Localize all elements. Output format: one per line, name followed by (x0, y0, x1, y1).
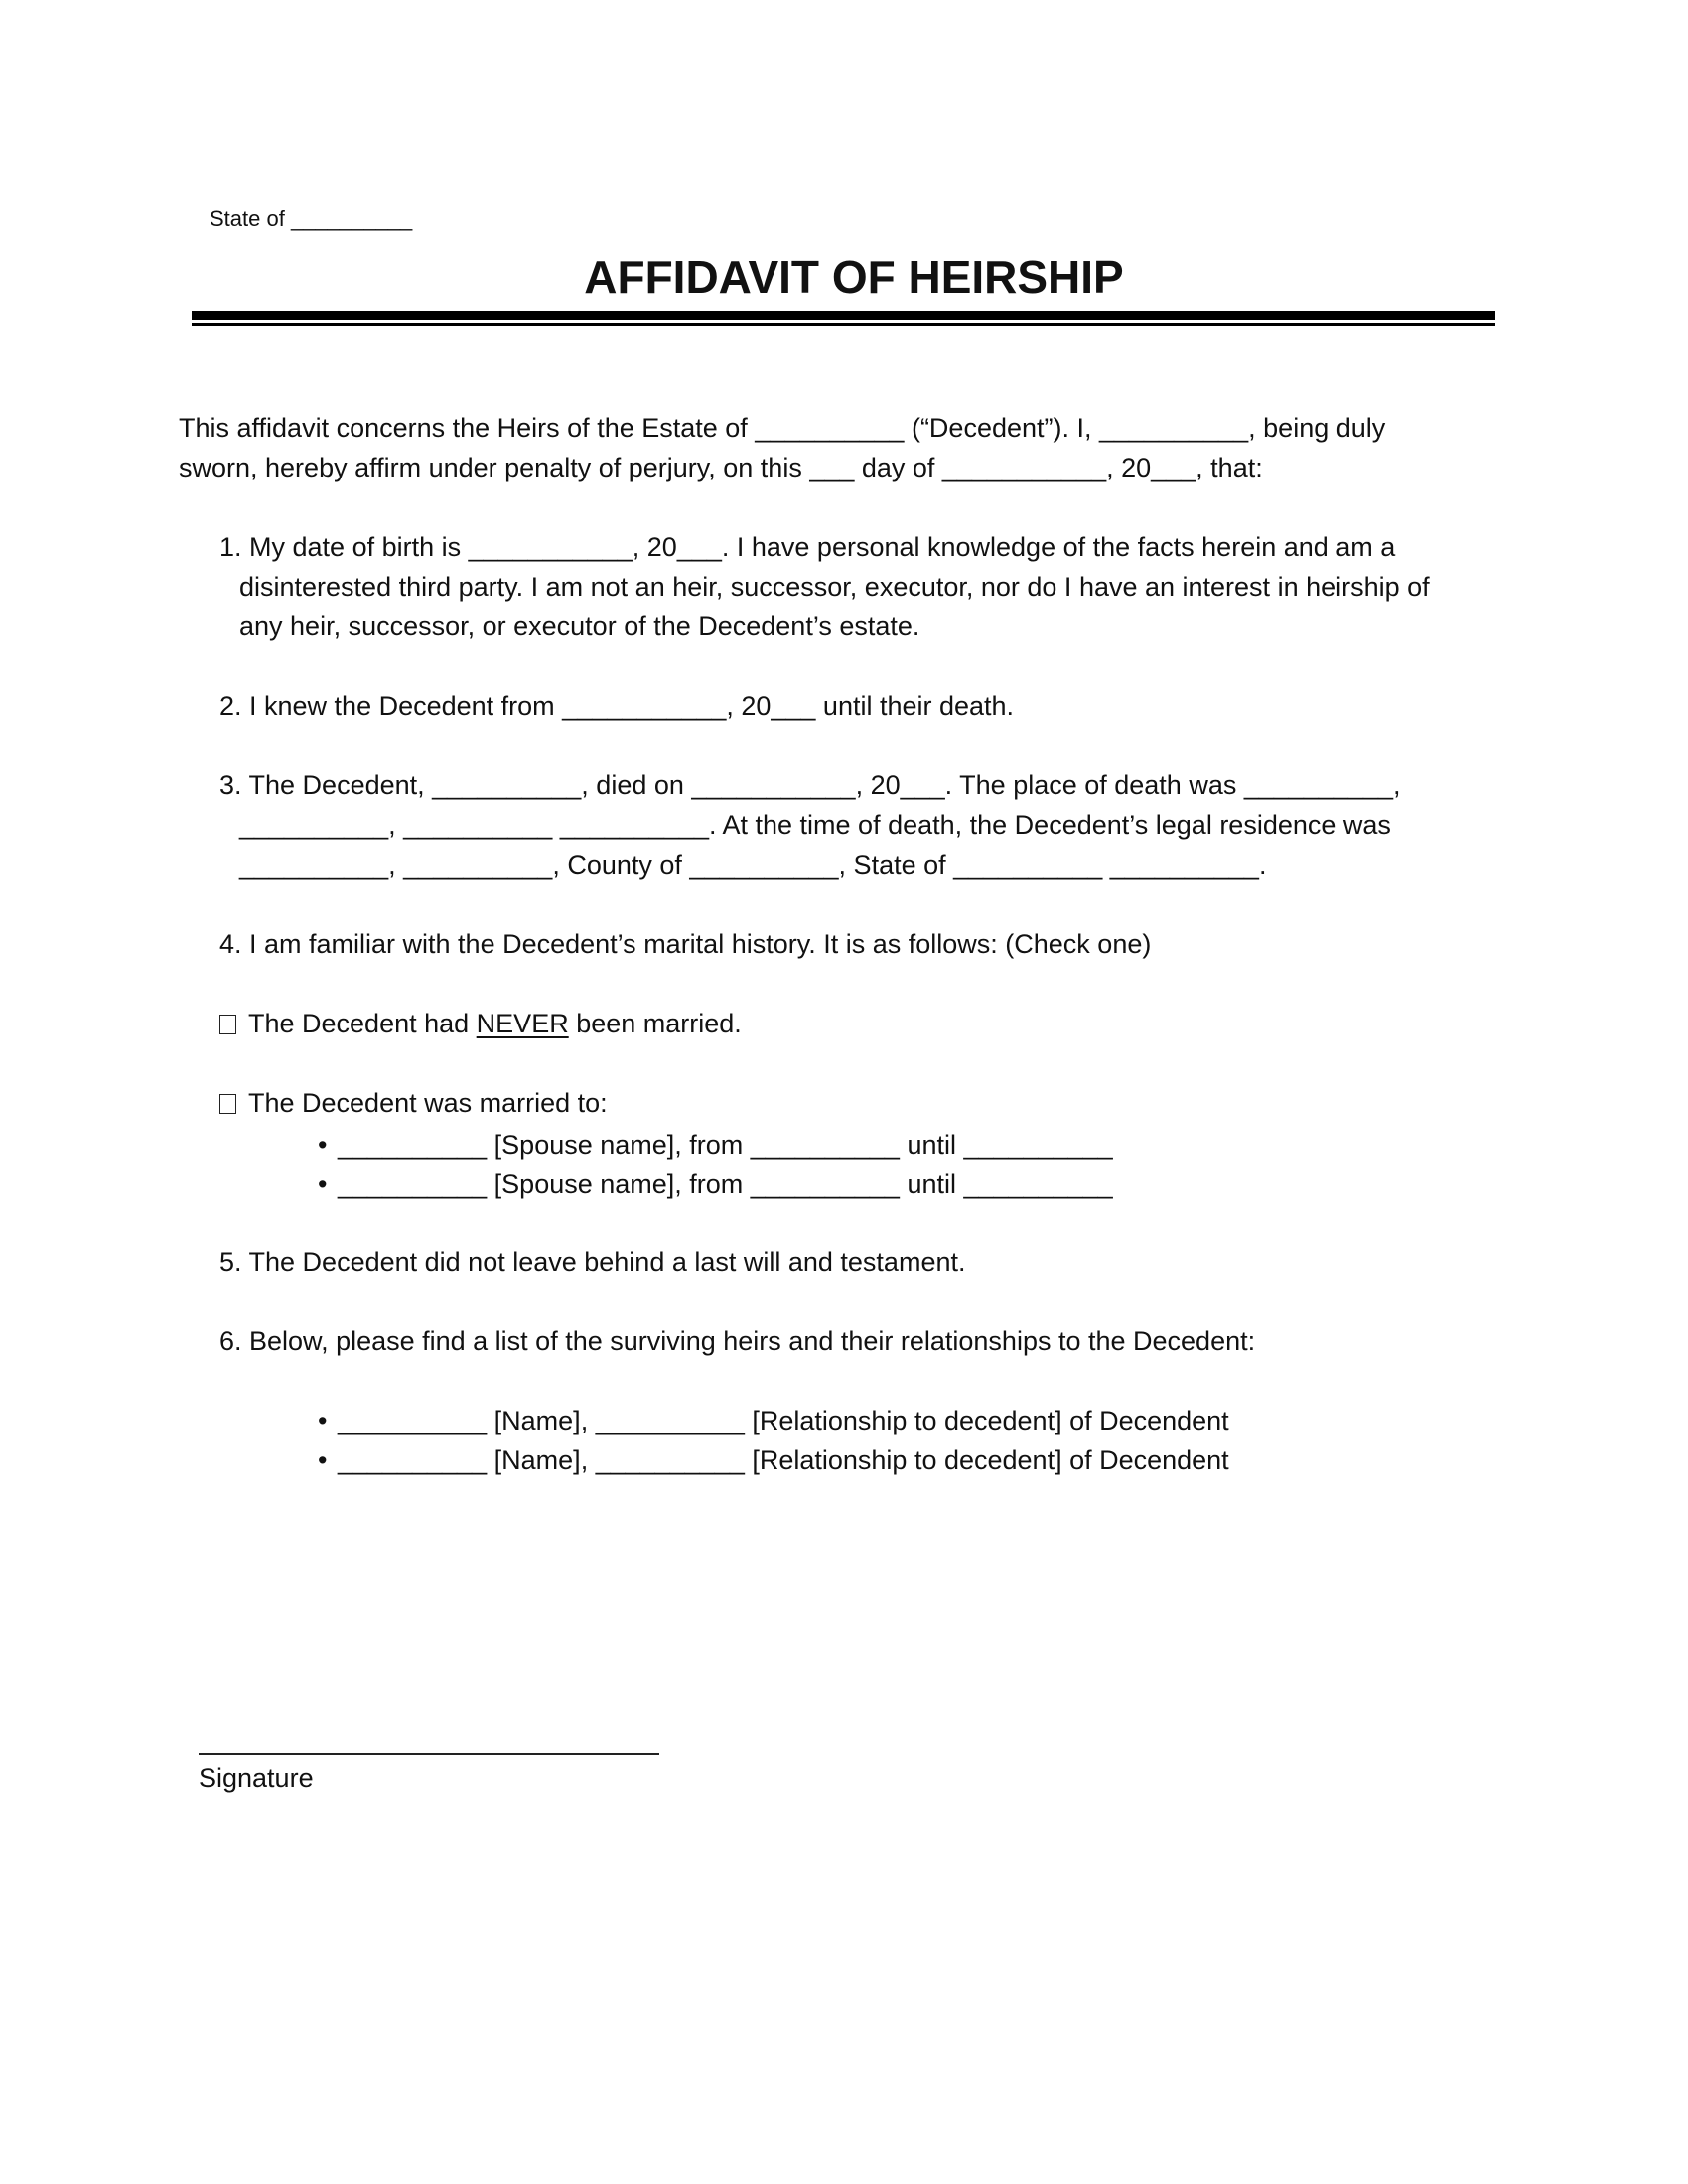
state-field-line: State of __________ (210, 206, 413, 231)
intro-line-1: This affidavit concerns the Heirs of the Estate of __________ (“Decedent”). I, __________, being duly (179, 413, 1386, 443)
spouse-entry-text: __________ [Spouse name], from __________ until __________ (338, 1130, 1113, 1160)
title-divider-thick (192, 311, 1495, 320)
item-3-line-3: __________, __________, County of __________, State of __________ __________. (239, 850, 1267, 880)
heir-entry-text: __________ [Name], __________ [Relationship to decedent] of Decendent (338, 1445, 1229, 1475)
option-never-married[interactable] (219, 1004, 742, 1043)
item-3-line-2: __________, __________ __________. At the time of death, the Decedent’s legal residence was (239, 810, 1391, 840)
heir-list-item (318, 1440, 1229, 1480)
option-was-married[interactable] (219, 1083, 608, 1123)
intro-paragraph (179, 408, 1385, 487)
spouse-list-item (318, 1125, 1113, 1164)
item-1-line-3: any heir, successor, or executor of the Decedent’s estate. (239, 612, 920, 641)
item-2: 2. I knew the Decedent from ___________, 20___ until their death. (219, 691, 1015, 721)
option-never-suffix: been married. (568, 1009, 742, 1038)
item-1-line-2: disinterested third party. I am not an heir, successor, executor, nor do I have an interest in heirship of (239, 572, 1430, 602)
checkbox-was-married[interactable] (219, 1094, 236, 1114)
heir-list-item (318, 1401, 1229, 1440)
signature-line (199, 1753, 659, 1755)
option-never-emphasis: NEVER (476, 1009, 569, 1038)
item-4: 4. I am familiar with the Decedent’s marital history. It is as follows: (Check one) (219, 929, 1152, 959)
heir-entry-text: __________ [Name], __________ [Relationship to decedent] of Decendent (338, 1406, 1229, 1435)
bullet-icon: • (318, 1406, 328, 1435)
signature-label: Signature (199, 1763, 314, 1793)
option-never-prefix: The Decedent had (248, 1009, 477, 1038)
bullet-icon: • (318, 1130, 328, 1160)
spouse-entry-text: __________ [Spouse name], from __________ until __________ (338, 1169, 1113, 1199)
title-divider-thin (192, 323, 1495, 326)
document-title: AFFIDAVIT OF HEIRSHIP (584, 251, 1124, 303)
option-married-label: The Decedent was married to: (248, 1088, 608, 1118)
item-1-line-1: 1. My date of birth is ___________, 20___. I have personal knowledge of the facts herein and am a (219, 532, 1396, 562)
bullet-icon: • (318, 1169, 328, 1199)
item-3-line-1: 3. The Decedent, __________, died on ___________, 20___. The place of death was __________, (219, 770, 1401, 800)
item-5: 5. The Decedent did not leave behind a last will and testament. (219, 1247, 966, 1277)
bullet-icon: • (318, 1445, 328, 1475)
spouse-list-item (318, 1164, 1113, 1204)
checkbox-never-married[interactable] (219, 1015, 236, 1034)
intro-line-2: sworn, hereby affirm under penalty of perjury, on this ___ day of ___________, 20___, that: (179, 453, 1263, 482)
item-6: 6. Below, please find a list of the surviving heirs and their relationships to the Decedent: (219, 1326, 1256, 1356)
